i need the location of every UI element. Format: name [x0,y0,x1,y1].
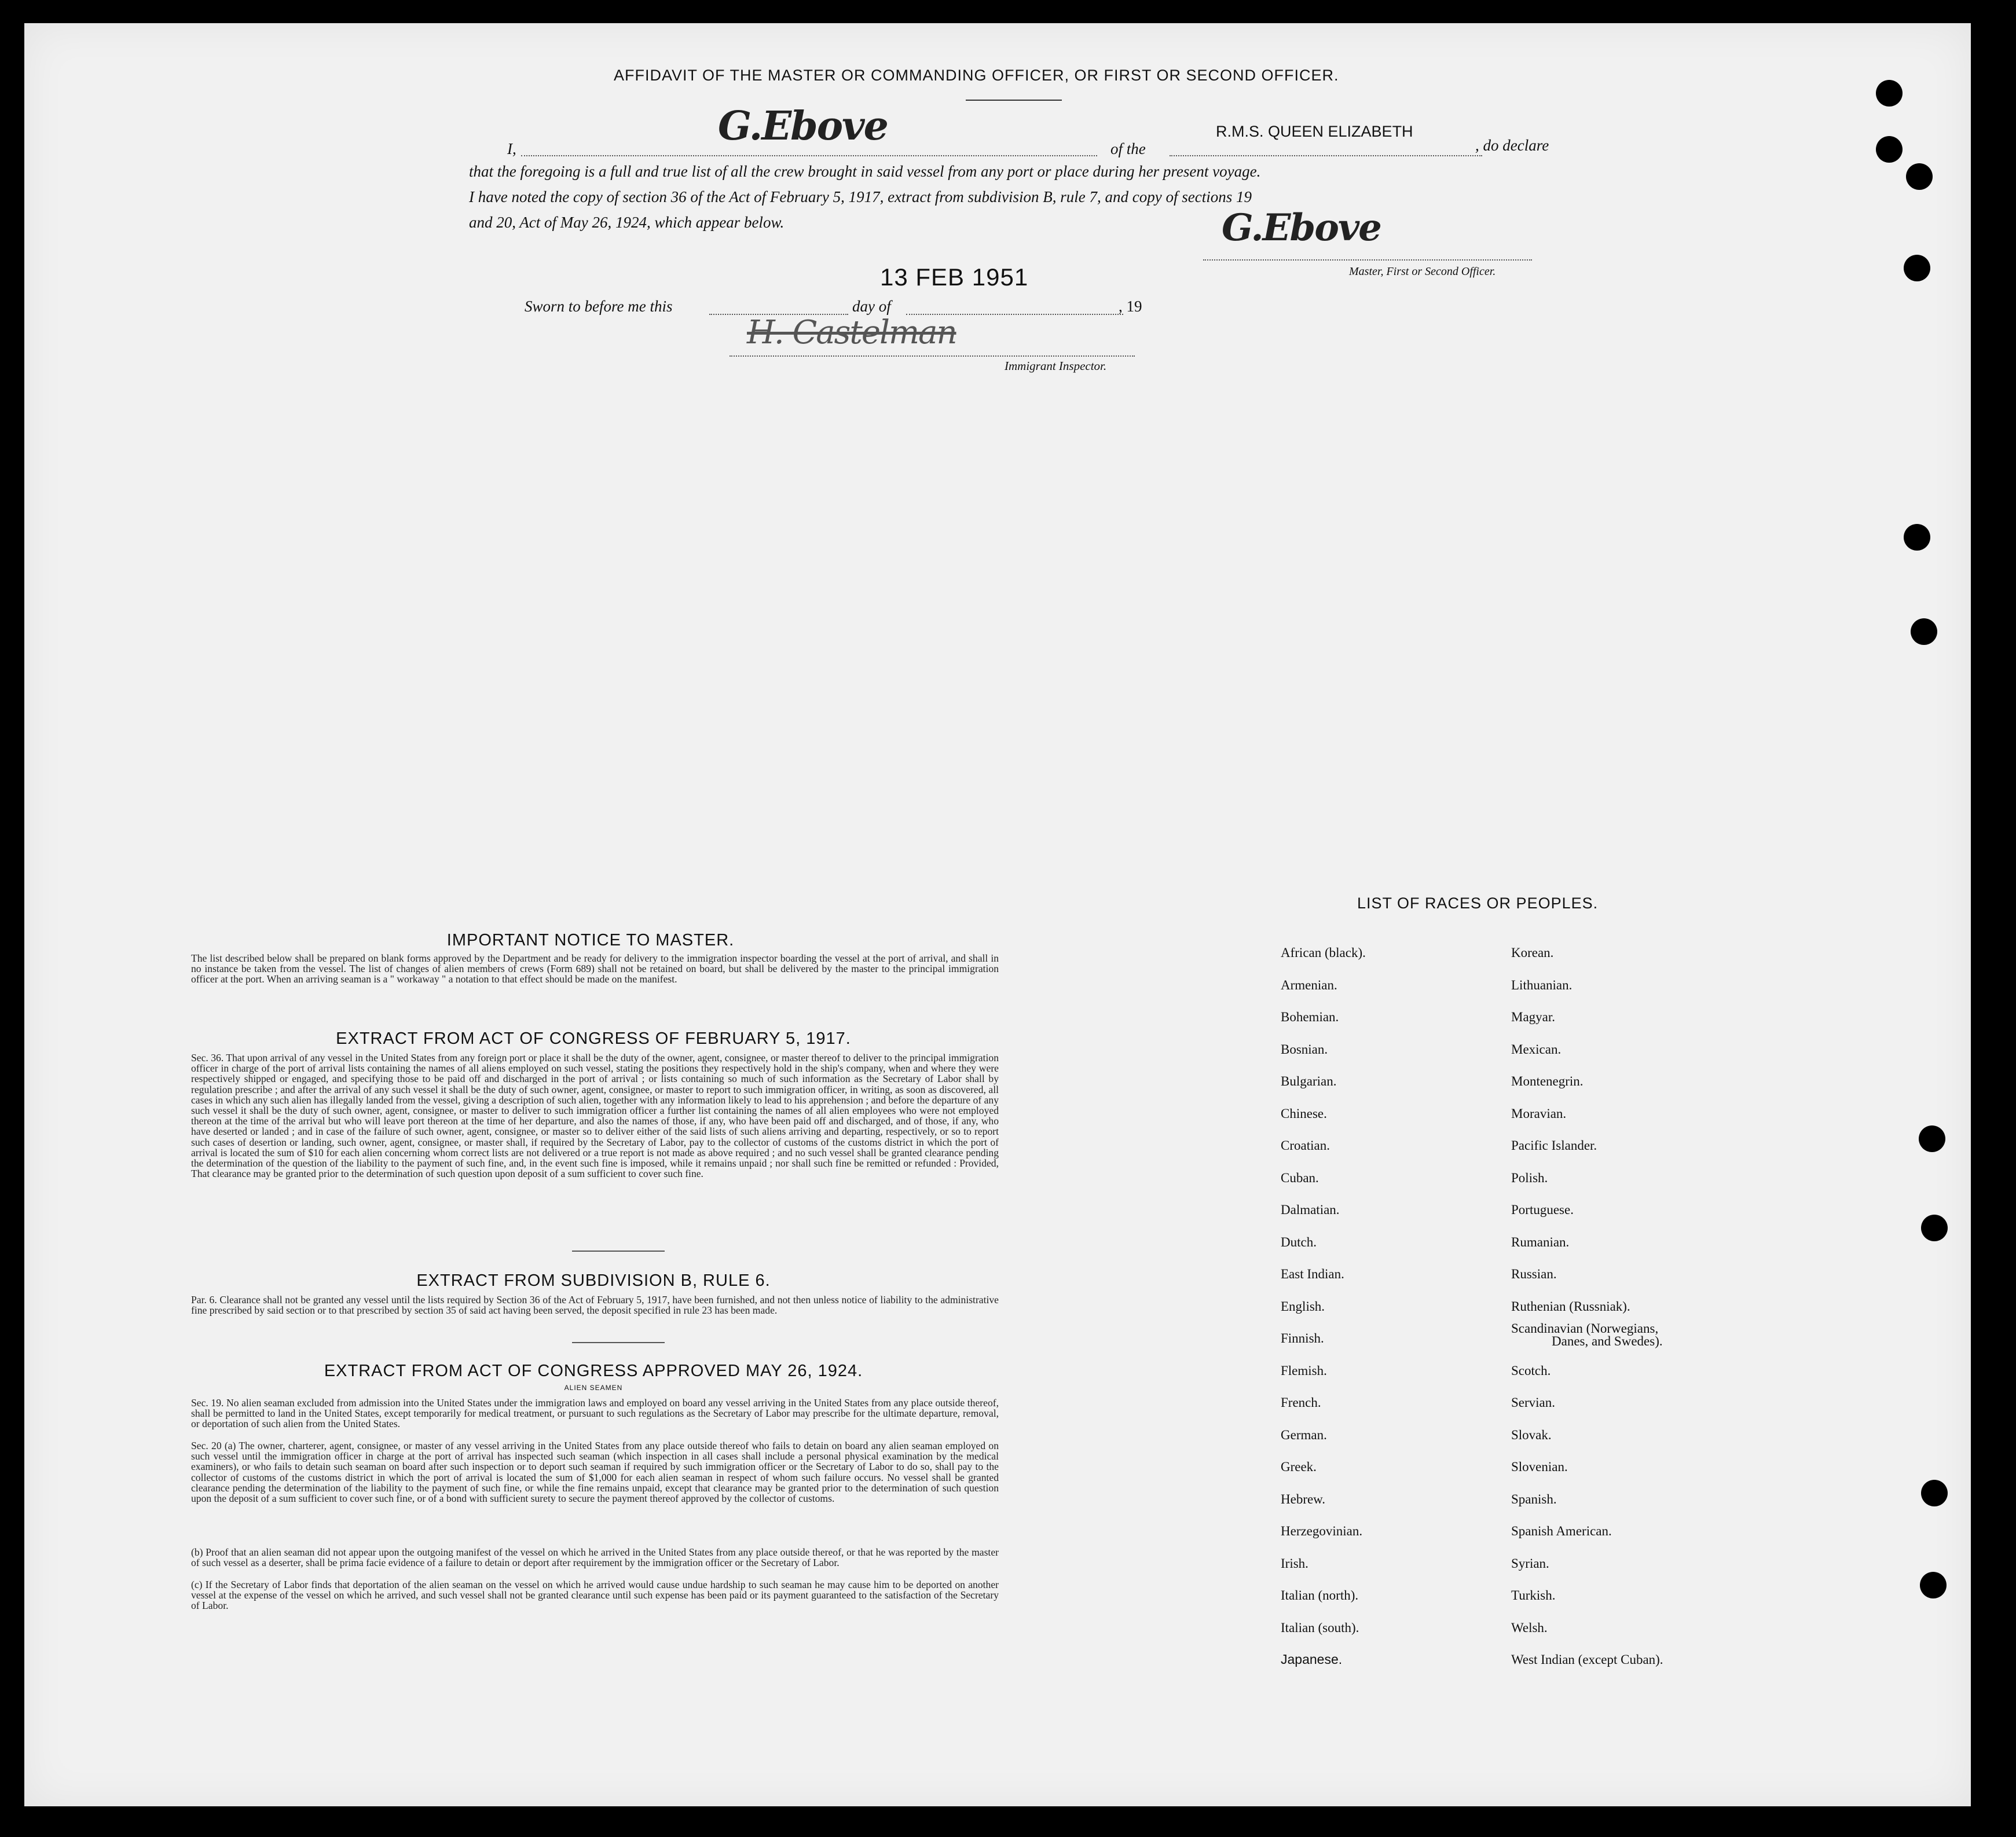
race-item: Polish. [1511,1170,1548,1185]
extract-1917-title: EXTRACT FROM ACT OF CONGRESS OF FEBRUARY 5, 1917. [336,1029,851,1048]
sec-20b-body: (b) Proof that an alien seaman did not appear upon the outgoing manifest of the vessel on which he arrived in the United States from any place outside thereof, or that he was reported by the master of such vessel as a deserter, shall be prima facie evidence of a failure to detain or deport after requirement by the immigration officer or the Secretary of Labor. [191,1546,999,1569]
race-item: Greek. [1281,1460,1317,1474]
section-divider [572,1251,665,1252]
inspector-caption: Immigrant Inspector. [1005,359,1107,373]
race-item: Welsh. [1511,1620,1548,1635]
race-item: Russian. [1511,1267,1557,1281]
inspector-signature-line [730,355,1135,357]
inspector-signature: H. Castelman [747,314,956,351]
race-item: Portuguese. [1511,1202,1574,1217]
race-item: Bohemian. [1281,1010,1339,1024]
binder-hole [1904,524,1930,551]
races-title: LIST OF RACES OR PEOPLES. [1357,894,1599,912]
race-item: Chinese. [1281,1106,1327,1121]
sec-20c-body: (c) If the Secretary of Labor finds that deportation of the alien seaman on the vessel on which he arrived would cause undue hardship to such seaman he may cause him to be deported on another vessel at the expense of the vessel on which he arrived, and such vessel shall not be granted clearance until such expense has been paid or its payment guaranteed to the satisfaction of the Secretary of Labor. [191,1579,999,1612]
race-item: Irish. [1281,1556,1308,1571]
race-item: Spanish. [1511,1491,1557,1506]
race-item: French. [1281,1395,1321,1410]
sec-19-body: Sec. 19. No alien seaman excluded from admission into the United States under the immigration laws and employed on board any vessel arriving in the United States from any place outside thereof, shall be permitted to land in the United States, except temporarily for medical treatment, or pursuant to such regulations as the Secretary of Labor may prescribe for the ultimate departure, removal, or deportation of such alien from the United States. [191,1397,999,1430]
title-underline [966,100,1062,101]
extract-1924-title: EXTRACT FROM ACT OF CONGRESS APPROVED MAY 26, 1924. [324,1362,863,1380]
race-item: Servian. [1511,1395,1556,1410]
race-item: Pacific Islander. [1511,1138,1597,1153]
race-item: Finnish. [1281,1331,1324,1345]
binder-hole [1911,618,1937,645]
name-line [521,155,1097,156]
race-item: Croatian. [1281,1138,1330,1153]
race-item: Cuban. [1281,1170,1319,1185]
affidavit-i-label: I, [507,140,516,157]
officer-signature: G.Ebove [718,103,888,149]
binder-hole [1876,80,1903,107]
race-item: Korean. [1511,945,1554,960]
race-item: Dalmatian. [1281,1202,1340,1217]
race-item: Mexican. [1511,1042,1562,1057]
race-item: Syrian. [1511,1556,1549,1571]
race-item: Ruthenian (Russniak). [1511,1299,1630,1314]
race-item: Hebrew. [1281,1491,1326,1506]
race-item: West Indian (except Cuban). [1511,1652,1663,1667]
affidavit-line-2: that the foregoing is a full and true list of all the crew brought in said vessel from any port or place during her present voyage. [469,163,1261,180]
day-of-label: day of [852,298,891,315]
binder-hole [1921,1480,1948,1506]
race-item: Turkish. [1511,1588,1556,1603]
race-item: Lithuanian. [1511,977,1573,992]
race-item: Bosnian. [1281,1042,1328,1057]
race-item: Magyar. [1511,1010,1556,1024]
race-item: Scotch. [1511,1363,1551,1378]
do-declare-label: , do declare [1475,137,1549,154]
race-item: Spanish American. [1511,1524,1612,1538]
sworn-label: Sworn to before me this [525,298,673,315]
race-item: Japanese. [1281,1652,1343,1667]
vessel-line [1170,155,1482,156]
race-item: Montenegrin. [1511,1074,1584,1088]
races-right-column [1511,937,1663,1676]
year-prefix: , 19 [1119,298,1142,315]
race-item: Armenian. [1281,977,1337,992]
of-the-label: of the [1110,140,1146,157]
race-item: Dutch. [1281,1234,1317,1249]
master-signature-line [1203,259,1532,261]
affidavit-line-4: and 20, Act of May 26, 1924, which appear below. [469,214,785,231]
affidavit-line-3: I have noted the copy of section 36 of the Act of February 5, 1917, extract from subdivision B, rule 7, and copy of sections 19 [469,188,1252,206]
race-item: Slovak. [1511,1427,1552,1442]
race-item: Moravian. [1511,1106,1567,1121]
races-left-column [1281,937,1366,1676]
binder-hole [1876,136,1903,163]
binder-hole [1919,1125,1945,1152]
date-stamp: 13 FEB 1951 [880,263,1029,291]
affidavit-title: AFFIDAVIT OF THE MASTER OR COMMANDING OFFICER, OR FIRST OR SECOND OFFICER. [614,67,1339,84]
race-item: East Indian. [1281,1267,1344,1281]
binder-hole [1904,255,1930,281]
race-item: Flemish. [1281,1363,1327,1378]
master-caption: Master, First or Second Officer. [1349,265,1496,278]
section-divider [572,1342,665,1343]
binder-hole [1920,1572,1947,1598]
extract-1917-body: Sec. 36. That upon arrival of any vessel in the United States from any foreign port or place it shall be the duty of the owner, agent, consignee, or master thereof to deliver to the principal immigration officer in charge of the port of arrival lists containing the names of all aliens employed on such vessel, stating the positions they respectively hold in the ship's company, when and where they were respectively shipped or engaged, and specifying those to be paid off and discharged in the port of arrival ; or lists containing so much of such information as the Secretary of Labor shall by regulation prescribe ; and after the arrival of any such vessel it shall be the duty of such owner, agent, consignee, or master to report to such immigration officer, in writing, as soon as discovered, all cases in which any such alien has illegally landed from the vessel, giving a description of such alien, together with any information likely to lead to his apprehension ; and before the departure of any such vessel it shall be the duty of such owner, agent, consignee, or master to deliver to such immigration officer a further list containing the names of all alien employees who were not employed thereon at the time of the arrival but who will leave port thereon at the time of her departure, and also the names of those, if any, who have been paid off and discharged, and of those, if any, who have deserted or landed ; and in case of the failure of such owner, agent, consignee, or master so to deliver either of the said lists of such aliens arriving and departing, respectively, or so to report such cases of desertion or landing, such owner, agent, consignee, or master shall, if required by the Secretary of Labor, pay to the collector of customs of the customs district in which the port of arrival is located the sum of $10 for each alien concerning whom correct lists are not delivered or a true report is not made as above required ; and no such vessel shall be granted clearance pending the determination of the question of the liability to the payment of such fine, and, in the event such fine is imposed, while it remains unpaid ; nor shall such fine be remitted or refunded : Provided, That clearance may be granted prior to the determination of such question upon deposit of a sum sufficient to cover such fine. [191,1052,999,1180]
master-signature: G.Ebove [1222,206,1381,250]
race-item: German. [1281,1427,1327,1442]
race-item: Italian (south). [1281,1620,1359,1635]
race-item: African (black). [1281,945,1366,960]
race-item: Italian (north). [1281,1588,1359,1603]
notice-body: The list described below shall be prepared on blank forms approved by the Department and be ready for delivery to the immigration inspector boarding the vessel at the port of arrival, and shall in no instance be taken from the vessel. The list of changes of alien members of crews (Form 689) shall not be retained on board, but shall be delivered by the master to the principal immigration officer at the port. When an arriving seaman is a " workaway " a notation to that effect should be made on the manifest. [191,952,999,985]
race-item: Slovenian. [1511,1460,1568,1474]
race-item: Bulgarian. [1281,1074,1337,1088]
race-item: English. [1281,1299,1325,1314]
sec-20a-body: Sec. 20 (a) The owner, charterer, agent, consignee, or master of any vessel arriving in the United States from any place outside thereof who fails to detain on board any alien seaman employed on such vessel until the immigration officer in charge at the port of arrival has inspected such seaman (which inspection in all cases shall include a personal physical examination by the medical examiners), or who fails to detain such seaman on board after such inspection or to deport such seaman if required by such immigration officer or the Secretary of Labor to do so, shall pay to the collector of customs of the customs district in which the port of arrival is located the sum of $1,000 for each alien seaman in respect of whom such failure occurs. No vessel shall be granted clearance pending the determination of the liability to the payment of such fine, or while the fine remains unpaid, except that clearance may be granted prior to the determination of such question upon the deposit of a sum sufficient to cover such fine, or of a bond with sufficient surety to secure the payment thereof approved by the collector of customs. [191,1440,999,1505]
race-item-scandinavian-cont: Danes, and Swedes). [1552,1334,1663,1348]
race-item-scandinavian: Scandinavian (Norwegians, [1511,1321,1659,1336]
race-item [1511,1322,1663,1355]
alien-seamen-subtitle: ALIEN SEAMEN [564,1384,623,1392]
vessel-name: R.M.S. QUEEN ELIZABETH [1216,123,1413,140]
subdivision-title: EXTRACT FROM SUBDIVISION B, RULE 6. [416,1271,771,1290]
race-item: Rumanian. [1511,1234,1570,1249]
notice-title: IMPORTANT NOTICE TO MASTER. [446,931,735,949]
subdivision-body: Par. 6. Clearance shall not be granted any vessel until the lists required by Section 36 of the Act of February 5, 1917, have been furnished, and not then unless notice of liability to the administrative fine prescribed by said section or to that prescribed by section 35 of said act having been served, the deposit specified in rule 23 has been made. [191,1294,999,1317]
binder-hole [1906,163,1933,190]
binder-hole [1921,1215,1948,1241]
race-item: Herzegovinian. [1281,1524,1363,1538]
